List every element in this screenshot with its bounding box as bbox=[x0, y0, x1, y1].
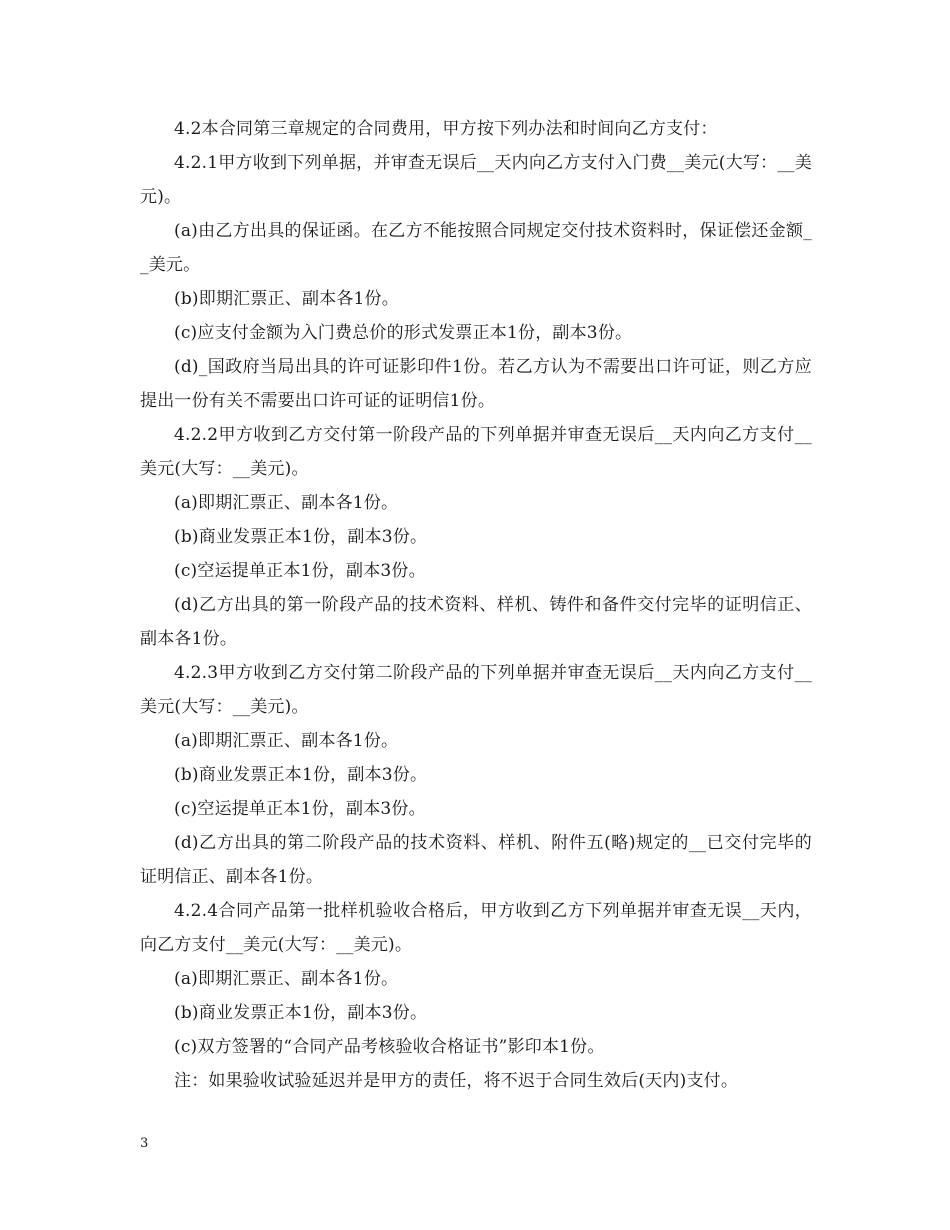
paragraph-4-2-2: 4.2.2甲方收到乙方交付第一阶段产品的下列单据并审查无误后__天内向乙方支付__美元(大写：__美元)。 bbox=[140, 425, 812, 479]
paragraph-4-2-4-b: (b)商业发票正本1份，副本3份。 bbox=[174, 1003, 428, 1023]
paragraph-note: 注：如果验收试验延迟并是甲方的责任，将不迟于合同生效后(天内)支付。 bbox=[174, 1071, 739, 1091]
paragraph-4-2-3-b: (b)商业发票正本1份，副本3份。 bbox=[174, 765, 428, 785]
paragraph-4-2-3-c: (c)空运提单正本1份，副本3份。 bbox=[174, 799, 426, 819]
paragraph-4-2-1-c: (c)应支付金额为入门费总价的形式发票正本1份，副本3份。 bbox=[174, 323, 633, 343]
paragraph-4-2-2-d: (d)乙方出具的第一阶段产品的技术资料、样机、铸件和备件交付完毕的证明信正、副本各1份。 bbox=[140, 595, 812, 649]
paragraph-4-2-4-c: (c)双方签署的“合同产品考核验收合格证书”影印本1份。 bbox=[174, 1037, 605, 1057]
paragraph-4-2-3: 4.2.3甲方收到乙方交付第二阶段产品的下列单据并审查无误后__天内向乙方支付__美元(大写：__美元)。 bbox=[140, 663, 812, 717]
paragraph-4-2: 4.2本合同第三章规定的合同费用，甲方按下列办法和时间向乙方支付： bbox=[174, 119, 718, 139]
paragraph-4-2-1: 4.2.1甲方收到下列单据，并审查无误后__天内向乙方支付入门费__美元(大写：__美元)。 bbox=[140, 153, 812, 207]
paragraph-4-2-1-b: (b)即期汇票正、副本各1份。 bbox=[174, 289, 399, 309]
paragraph-4-2-3-a: (a)即期汇票正、副本各1份。 bbox=[174, 731, 399, 751]
paragraph-4-2-2-b: (b)商业发票正本1份，副本3份。 bbox=[174, 527, 428, 547]
paragraph-4-2-4-a: (a)即期汇票正、副本各1份。 bbox=[174, 969, 399, 989]
paragraph-4-2-2-a: (a)即期汇票正、副本各1份。 bbox=[174, 493, 399, 513]
paragraph-4-2-1-d: (d)_国政府当局出具的许可证影印件1份。若乙方认为不需要出口许可证，则乙方应提出一份有关不需要出口许可证的证明信1份。 bbox=[140, 357, 812, 411]
page-number: 3 bbox=[140, 1136, 149, 1151]
document-body bbox=[140, 112, 812, 1098]
paragraph-4-2-4: 4.2.4合同产品第一批样机验收合格后，甲方收到乙方下列单据并审查无误__天内，向乙方支付__美元(大写：__美元)。 bbox=[140, 901, 812, 955]
paragraph-4-2-3-d: (d)乙方出具的第二阶段产品的技术资料、样机、附件五(略)规定的__已交付完毕的证明信正、副本各1份。 bbox=[140, 833, 812, 887]
paragraph-4-2-1-a: (a)由乙方出具的保证函。在乙方不能按照合同规定交付技术资料时，保证偿还金额__美元。 bbox=[140, 221, 812, 275]
paragraph-4-2-2-c: (c)空运提单正本1份，副本3份。 bbox=[174, 561, 426, 581]
